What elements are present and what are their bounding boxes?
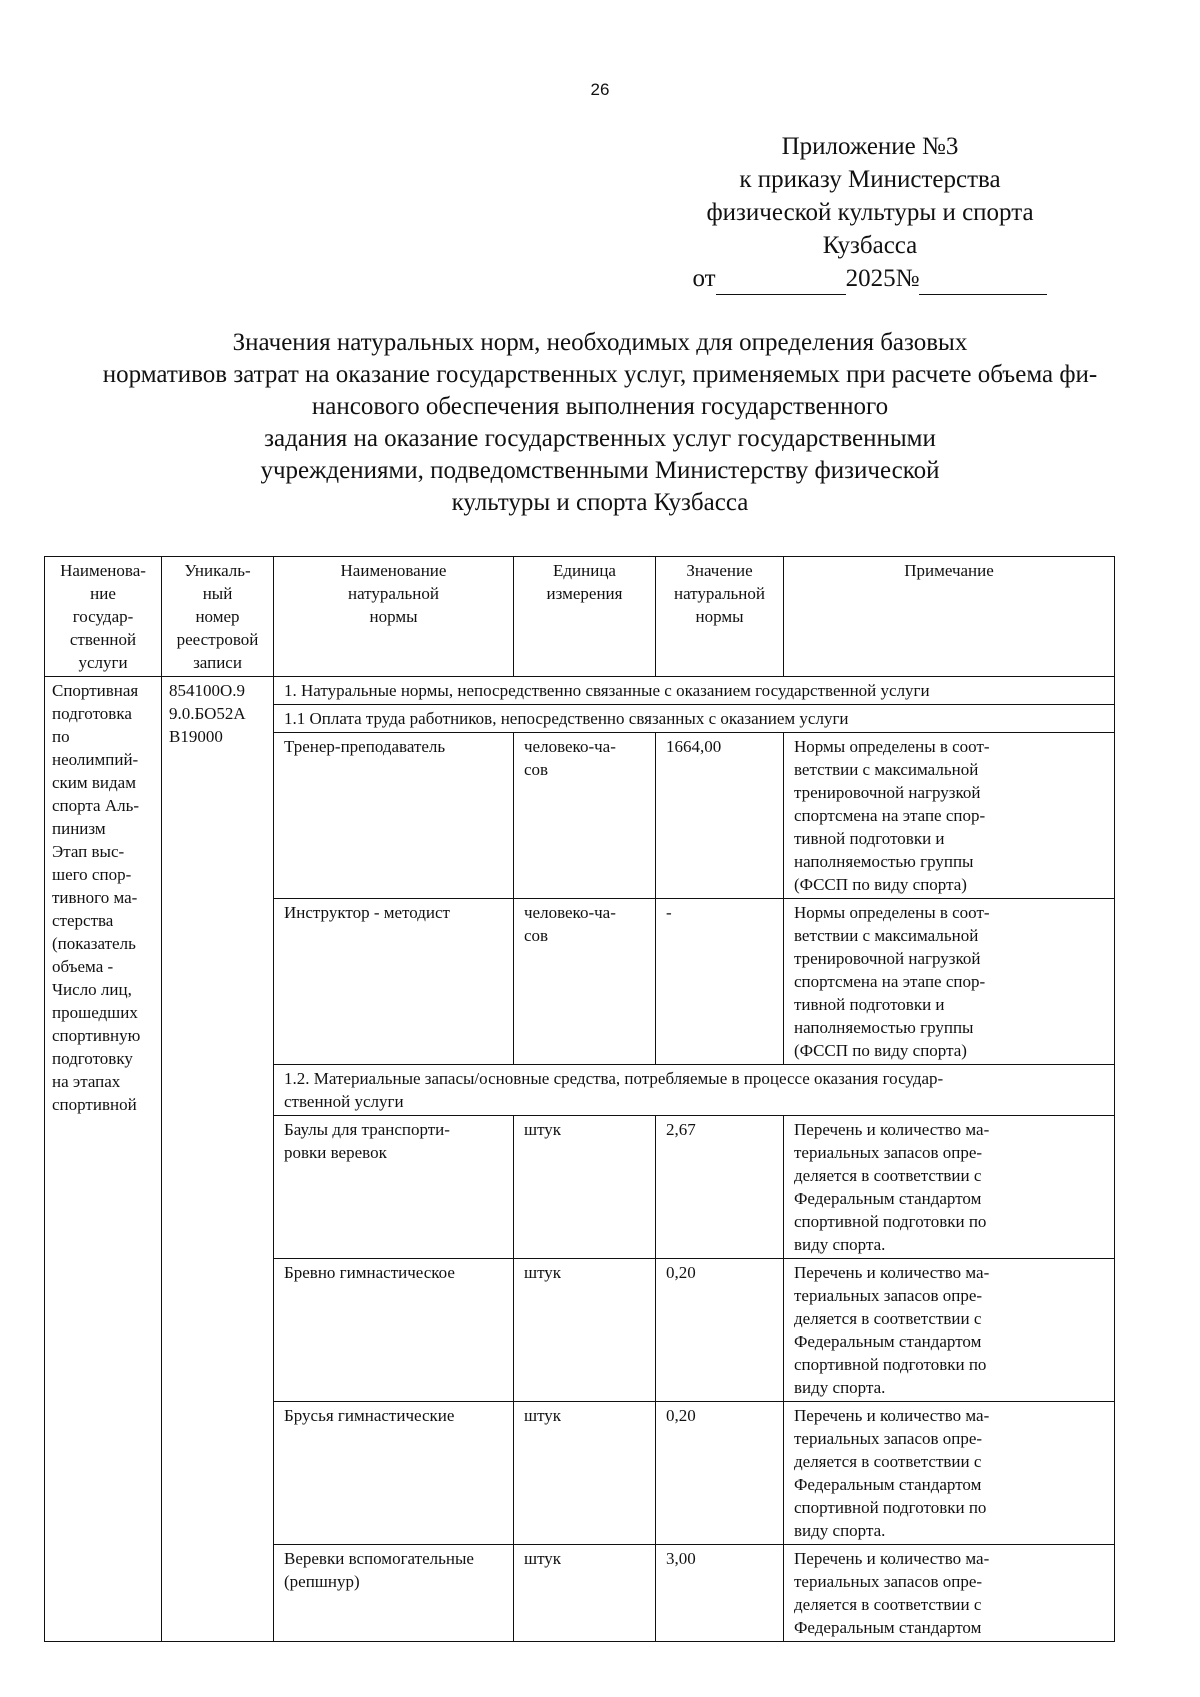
table-header-row (45, 557, 1115, 677)
norm-note: Нормы определены в соот- ветствии с максимальной тренировочной нагрузкой спортсмена на этапе спор- тивной подготовки и наполняемостью группы (ФССП по виду спорта) (784, 899, 1115, 1065)
header-unit: Единица измерения (514, 557, 656, 677)
subsection-1-1-heading: 1.1 Оплата труда работников, непосредственно связанных с оказанием услуги (274, 705, 1115, 733)
norm-note: Перечень и количество ма- териальных запасов опре- деляется в соответствии с Федеральным стандартом спортивной подготовки по виду спорта. (784, 1259, 1115, 1402)
title-line: нансового обеспечения выполнения государственного (311, 393, 889, 420)
norm-note: Перечень и количество ма- териальных запасов опре- деляется в соответствии с Федеральным стандартом спортивной подготовки по виду спорта. (784, 1402, 1115, 1545)
date-year: 2025№ (845, 265, 920, 292)
norm-value: 1664,00 (656, 733, 784, 899)
order-date-line (660, 262, 1080, 295)
service-name-cell: Спортивная подготовка по неолимпий- ским видам спорта Аль- пинизм Этап выс- шего спор- тивного ма- стерства (показатель объема - Число лиц, прошедших спортивную подготовку на этапах спортивной (45, 677, 162, 1642)
norm-value: 2,67 (656, 1116, 784, 1259)
appendix-line: физической культуры и спорта (706, 199, 1034, 226)
number-blank (919, 268, 1047, 295)
norm-name: Веревки вспомогательные (репшнур) (274, 1545, 514, 1642)
norm-value: 0,20 (656, 1402, 784, 1545)
appendix-line: Кузбасса (822, 232, 918, 259)
norm-unit: штук (514, 1116, 656, 1259)
header-norm-value: Значение натуральной нормы (656, 557, 784, 677)
header-norm-name: Наименование натуральной нормы (274, 557, 514, 677)
page-number: 26 (590, 80, 610, 99)
norm-name: Баулы для транспорти- ровки веревок (274, 1116, 514, 1259)
title-line: нормативов затрат на оказание государственных услуг, применяемых при расчете объема фи- (102, 361, 1098, 388)
document-title (30, 327, 1170, 519)
norm-name: Бревно гимнастическое (274, 1259, 514, 1402)
subsection-1-2-heading: 1.2. Материальные запасы/основные средства, потребляемые в процессе оказания государ- ственной услуги (274, 1065, 1115, 1116)
norms-table (44, 556, 1115, 1642)
appendix-line: Приложение №3 (781, 133, 959, 160)
norm-name: Инструктор - методист (274, 899, 514, 1065)
norm-unit: штук (514, 1402, 656, 1545)
header-note: Примечание (784, 557, 1115, 677)
title-line: культуры и спорта Кузбасса (451, 489, 749, 516)
section-1-heading: 1. Натуральные нормы, непосредственно связанные с оказанием государственной услуги (274, 677, 1115, 705)
norm-value: 0,20 (656, 1259, 784, 1402)
norm-unit: штук (514, 1545, 656, 1642)
norm-note: Нормы определены в соот- ветствии с максимальной тренировочной нагрузкой спортсмена на этапе спор- тивной подготовки и наполняемостью группы (ФССП по виду спорта) (784, 733, 1115, 899)
title-line: учреждениями, подведомственными Министерству физической (260, 457, 940, 484)
title-line: Значения натуральных норм, необходимых для определения базовых (232, 329, 968, 356)
section-1-row (45, 677, 1115, 705)
registry-number-cell: 854100О.9 9.0.БО52А В19000 (162, 677, 274, 1642)
norm-unit: штук (514, 1259, 656, 1402)
title-line: задания на оказание государственных услуг государственными (264, 425, 936, 452)
norm-name: Тренер-преподаватель (274, 733, 514, 899)
date-prefix: от (692, 265, 716, 292)
norm-name: Брусья гимнастические (274, 1402, 514, 1545)
norm-note: Перечень и количество ма- териальных запасов опре- деляется в соответствии с Федеральным стандартом спортивной подготовки по виду спорта. (784, 1116, 1115, 1259)
norm-unit: человеко-ча- сов (514, 899, 656, 1065)
norm-note: Перечень и количество ма- териальных запасов опре- деляется в соответствии с Федеральным стандартом (784, 1545, 1115, 1642)
appendix-line: к приказу Министерства (739, 166, 1001, 193)
header-service-name: Наименова- ние государ- ственной услуги (45, 557, 162, 677)
norm-unit: человеко-ча- сов (514, 733, 656, 899)
date-blank (716, 268, 846, 295)
norm-value: - (656, 899, 784, 1065)
norm-value: 3,00 (656, 1545, 784, 1642)
appendix-header (660, 130, 1080, 295)
header-registry-number: Уникаль- ный номер реестровой записи (162, 557, 274, 677)
